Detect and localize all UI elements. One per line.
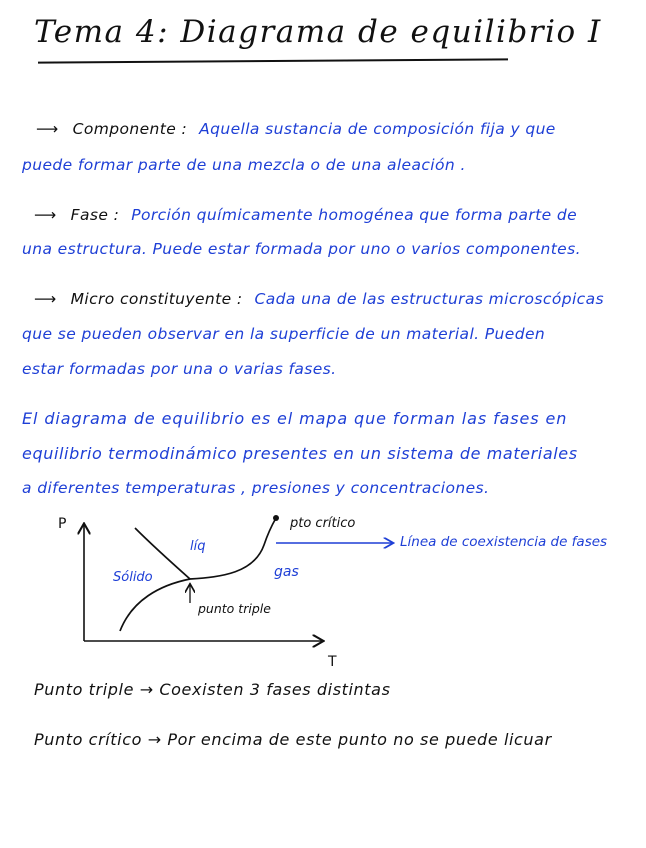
region-gas-label: gas	[274, 564, 299, 580]
definition-text: Aquella sustancia de composición fija y que	[199, 120, 556, 138]
critical-point-label: pto crítico	[290, 516, 356, 531]
definition-componente	[36, 120, 556, 138]
critical-point-marker	[273, 515, 279, 521]
note-critical-point: Punto crítico → Por encima de este punto no se puede licuar	[34, 730, 552, 749]
definition-microconstituyente	[34, 290, 604, 308]
x-axis-label: T	[328, 654, 337, 670]
phase-diagram	[0, 505, 646, 675]
triple-point-label: punto triple	[198, 601, 271, 616]
definition-text: estar formadas por una o varias fases.	[22, 360, 337, 378]
paragraph-line: a diferentes temperaturas , presiones y concentraciones.	[22, 479, 490, 497]
definition-text: Cada una de las estructuras microscópicas	[254, 290, 604, 308]
arrow-icon: ⟶	[36, 120, 59, 138]
paragraph-line: El diagrama de equilibrio es el mapa que forman las fases en	[22, 409, 568, 428]
title-underline	[38, 58, 508, 63]
definition-term: Fase :	[70, 206, 120, 224]
note-triple-point: Punto triple → Coexisten 3 fases distintas	[34, 680, 391, 699]
arrow-icon: ⟶	[34, 290, 57, 308]
page-title: Tema 4: Diagrama de equilibrio I	[34, 14, 602, 50]
definition-text: una estructura. Puede estar formada por uno o varios componentes.	[22, 240, 581, 258]
definition-text: puede formar parte de una mezcla o de una aleación .	[22, 156, 466, 174]
definition-term: Micro constituyente :	[70, 290, 243, 308]
definition-fase	[34, 206, 577, 224]
paragraph-line: equilibrio termodinámico presentes en un sistema de materiales	[22, 444, 578, 463]
sublimation-curve	[120, 579, 190, 631]
definition-term: Componente :	[72, 120, 188, 138]
region-liquid-label: líq	[190, 539, 206, 554]
definition-text: que se pueden observar en la superficie de un material. Pueden	[22, 325, 546, 343]
arrow-icon: ⟶	[34, 206, 57, 224]
region-solid-label: Sólido	[113, 570, 153, 585]
coexistence-label: Línea de coexistencia de fases	[400, 534, 608, 550]
definition-text: Porción químicamente homogénea que forma parte de	[131, 206, 578, 224]
y-axis-label: P	[58, 516, 67, 532]
